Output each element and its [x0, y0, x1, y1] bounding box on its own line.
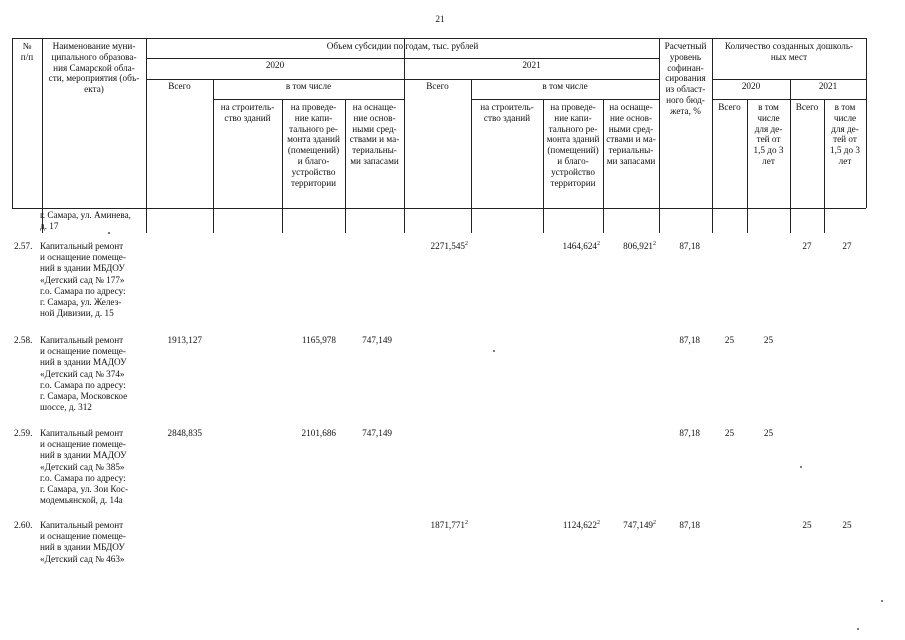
grid-hline [471, 99, 659, 100]
repair-2021-value: 1124,622$^2$ [562, 519, 600, 530]
row-num: 2.60. [14, 520, 33, 530]
grid-vline [866, 38, 867, 208]
total-2021-value: 1871,771$^2$ [430, 519, 468, 530]
row-name: Капитальный ремонт и оснащение помеще- ний в здании МАДОУ «Детский сад № 385» г.о. Самара по адресу: г. Самара, ул. Зои Кос- модемьянской, д. 14а [40, 428, 129, 506]
header-subsidy: Объем субсидии по годам, тыс. рублей [326, 41, 479, 51]
total-2020-value: 1913,127 [167, 335, 202, 345]
grid-vline [824, 208, 825, 233]
scan-speck [108, 232, 110, 234]
grid-vline [712, 38, 713, 208]
header-year-2021: 2021 [522, 60, 541, 70]
places-total-2021: 25 [802, 520, 812, 530]
header-name: Наименование муни- ципального образова- ния Самарской обла- сти, мероприятия (объ- екта) [48, 41, 140, 95]
header-places-total-2020: Всего [718, 102, 741, 112]
places-children-2020: 25 [763, 335, 774, 345]
header-year-2020: 2020 [265, 60, 285, 70]
header-construction-2020: на строитель- ство зданий [220, 102, 275, 123]
grid-vline [790, 79, 791, 208]
total-2020-value: 2848,835 [167, 428, 202, 438]
grid-vline [790, 208, 791, 233]
header-repair-2020: на проведе- ние капи- тального ре- монта зданий (помещений) и благо- устройство территории [287, 102, 340, 188]
equipment-2021-value: 806,921$^2$ [623, 240, 656, 251]
row-num: 2.57. [14, 241, 33, 251]
header-places-total-2021: Всего [795, 102, 819, 112]
grid-hline [712, 79, 866, 80]
grid-hline [146, 58, 659, 59]
grid-vline [471, 208, 472, 233]
header-total-2021: Всего [426, 81, 449, 91]
places-total-2020: 25 [724, 428, 735, 438]
page-number: 21 [435, 14, 445, 24]
header-places-children-2020: в том числе для де- тей от 1,5 до 3 лет [753, 102, 784, 166]
repair-2021-value: 1464,624$^2$ [562, 240, 600, 251]
grid-hline [146, 79, 659, 80]
grid-vline [659, 208, 660, 233]
grid-vline [603, 208, 604, 233]
header-places-children-2021: в том числе для де- тей от 1,5 до 3 лет [830, 102, 860, 166]
grid-hline [12, 38, 866, 39]
cofinancing-value: 87,18 [679, 428, 700, 438]
equipment-2020-value: 747,149 [362, 428, 392, 438]
repair-2020-value: 2101,686 [301, 428, 336, 438]
row-name: Капитальный ремонт и оснащение помеще- ний в здании МБДОУ «Детский сад № 177» г.о. Самара по адресу: г. Самара, ул. Желез- ной Дивизии, д. 15 [40, 241, 126, 319]
places-total-2020: 25 [724, 335, 735, 345]
header-places-2021: 2021 [818, 81, 838, 91]
row-name: Капитальный ремонт и оснащение помеще- ний в здании МАДОУ «Детский сад № 374» г.о. Самара по адресу: г. Самара, Московское шоссе, д. 312 [40, 335, 128, 413]
cofinancing-value: 87,18 [679, 520, 700, 530]
header-places-2020: 2020 [741, 81, 761, 91]
grid-vline [12, 38, 13, 208]
header-places: Количество созданных дошколь- ных мест [724, 41, 854, 62]
grid-vline [543, 208, 544, 233]
header-total-2020: Всего [168, 81, 191, 91]
header-construction-2021: на строитель- ство зданий [480, 102, 534, 123]
places-children-2021: 27 [842, 241, 852, 251]
row-num: 2.58. [14, 335, 33, 345]
header-including-2020: в том числе [285, 81, 332, 91]
header-equipment-2020: на оснаще- ние основ- ными сред- ствами и ма- териальны- ми запасами [349, 102, 400, 166]
header-equipment-2021: на оснаще- ние основ- ными сред- ствами и ма- териальны- ми запасами [606, 102, 656, 166]
row-name: г. Самара, ул. Аминева, д. 17 [40, 210, 131, 232]
grid-vline [213, 208, 214, 233]
repair-2020-value: 1165,978 [301, 335, 336, 345]
places-children-2020: 25 [763, 428, 774, 438]
places-children-2021: 25 [842, 520, 852, 530]
row-num: 2.59. [14, 428, 33, 438]
grid-vline [712, 208, 713, 233]
equipment-2021-value: 747,149$^2$ [623, 519, 656, 530]
grid-hline [12, 208, 866, 209]
equipment-2020-value: 747,149 [362, 335, 392, 345]
grid-vline [471, 79, 472, 208]
scan-speck [800, 466, 802, 468]
grid-hline [712, 99, 866, 100]
row-name: Капитальный ремонт и оснащение помеще- ний в здании МБДОУ «Детский сад № 463» [40, 520, 126, 564]
cofinancing-value: 87,18 [679, 335, 700, 345]
header-cofinancing: Расчетный уровень софинан- сирования из област- ного бюд- жета, % [664, 41, 707, 116]
scan-speck [857, 628, 859, 630]
header-including-2021: в том числе [542, 81, 588, 91]
scan-speck [493, 350, 495, 352]
grid-vline [404, 208, 405, 233]
places-total-2021: 27 [802, 241, 812, 251]
grid-vline [747, 208, 748, 233]
grid-vline [213, 79, 214, 208]
grid-vline [282, 208, 283, 233]
grid-vline [345, 208, 346, 233]
header-num: № п/п [20, 41, 34, 62]
header-repair-2021: на проведе- ние капи- тального ре- монта зданий (помещений) и благо- устройство территории [546, 102, 600, 188]
grid-hline [213, 99, 404, 100]
cofinancing-value: 87,18 [679, 241, 700, 251]
scan-speck [881, 600, 883, 602]
total-2021-value: 2271,545$^2$ [430, 240, 468, 251]
